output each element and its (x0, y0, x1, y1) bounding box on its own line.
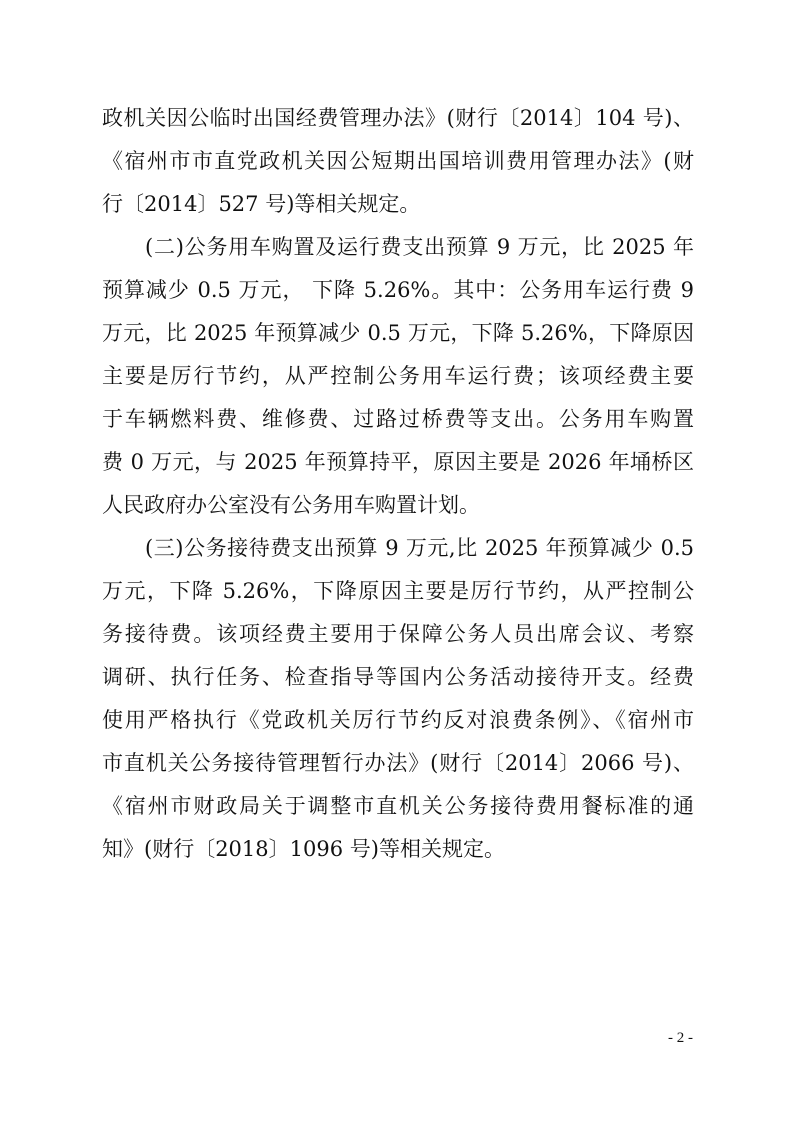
page-number: - 2 - (668, 1030, 693, 1046)
section-three-heading-line: (三)公务接待费支出预算 9 万元,比 2025 年预算减少 0.5 (145, 536, 694, 560)
text-line: 务接待费。该项经费主要用于保障公务人员出席会议、考察 (102, 622, 694, 646)
text-line: 《宿州市财政局关于调整市直机关公务接待费用餐标准的通 (102, 794, 694, 818)
text-line: 主要是厉行节约，从严控制公务用车运行费；该项经费主要 (102, 364, 694, 388)
text-line: 《宿州市市直党政机关因公短期出国培训费用管理办法》(财 (102, 149, 694, 173)
text-line: 调研、执行任务、检查指导等国内公务活动接待开支。经费 (102, 665, 694, 689)
text-line: 预算减少 0.5 万元， 下降 5.26%。其中：公务用车运行费 9 (102, 278, 694, 302)
text-line: 使用严格执行《党政机关厉行节约反对浪费条例》、《宿州市 (102, 708, 694, 732)
text-line: 市直机关公务接待管理暂行办法》(财行〔2014〕2066 号)、 (102, 751, 694, 775)
text-line: 万元，下降 5.26%，下降原因主要是厉行节约，从严控制公 (102, 579, 694, 603)
text-line: 万元，比 2025 年预算减少 0.5 万元，下降 5.26%，下降原因 (102, 321, 694, 345)
text-line: 人民政府办公室没有公务用车购置计划。 (102, 493, 480, 517)
text-line: 行〔2014〕527 号)等相关规定。 (102, 192, 421, 216)
text-line: 费 0 万元，与 2025 年预算持平，原因主要是 2026 年埇桥区 (102, 450, 694, 474)
section-two-heading-line: (二)公务用车购置及运行费支出预算 9 万元，比 2025 年 (145, 235, 694, 259)
text-line: 知》(财行〔2018〕1096 号)等相关规定。 (102, 837, 505, 861)
text-line: 政机关因公临时出国经费管理办法》(财行〔2014〕104 号)、 (102, 106, 694, 130)
text-line: 于车辆燃料费、维修费、过路过桥费等支出。公务用车购置 (102, 407, 694, 431)
